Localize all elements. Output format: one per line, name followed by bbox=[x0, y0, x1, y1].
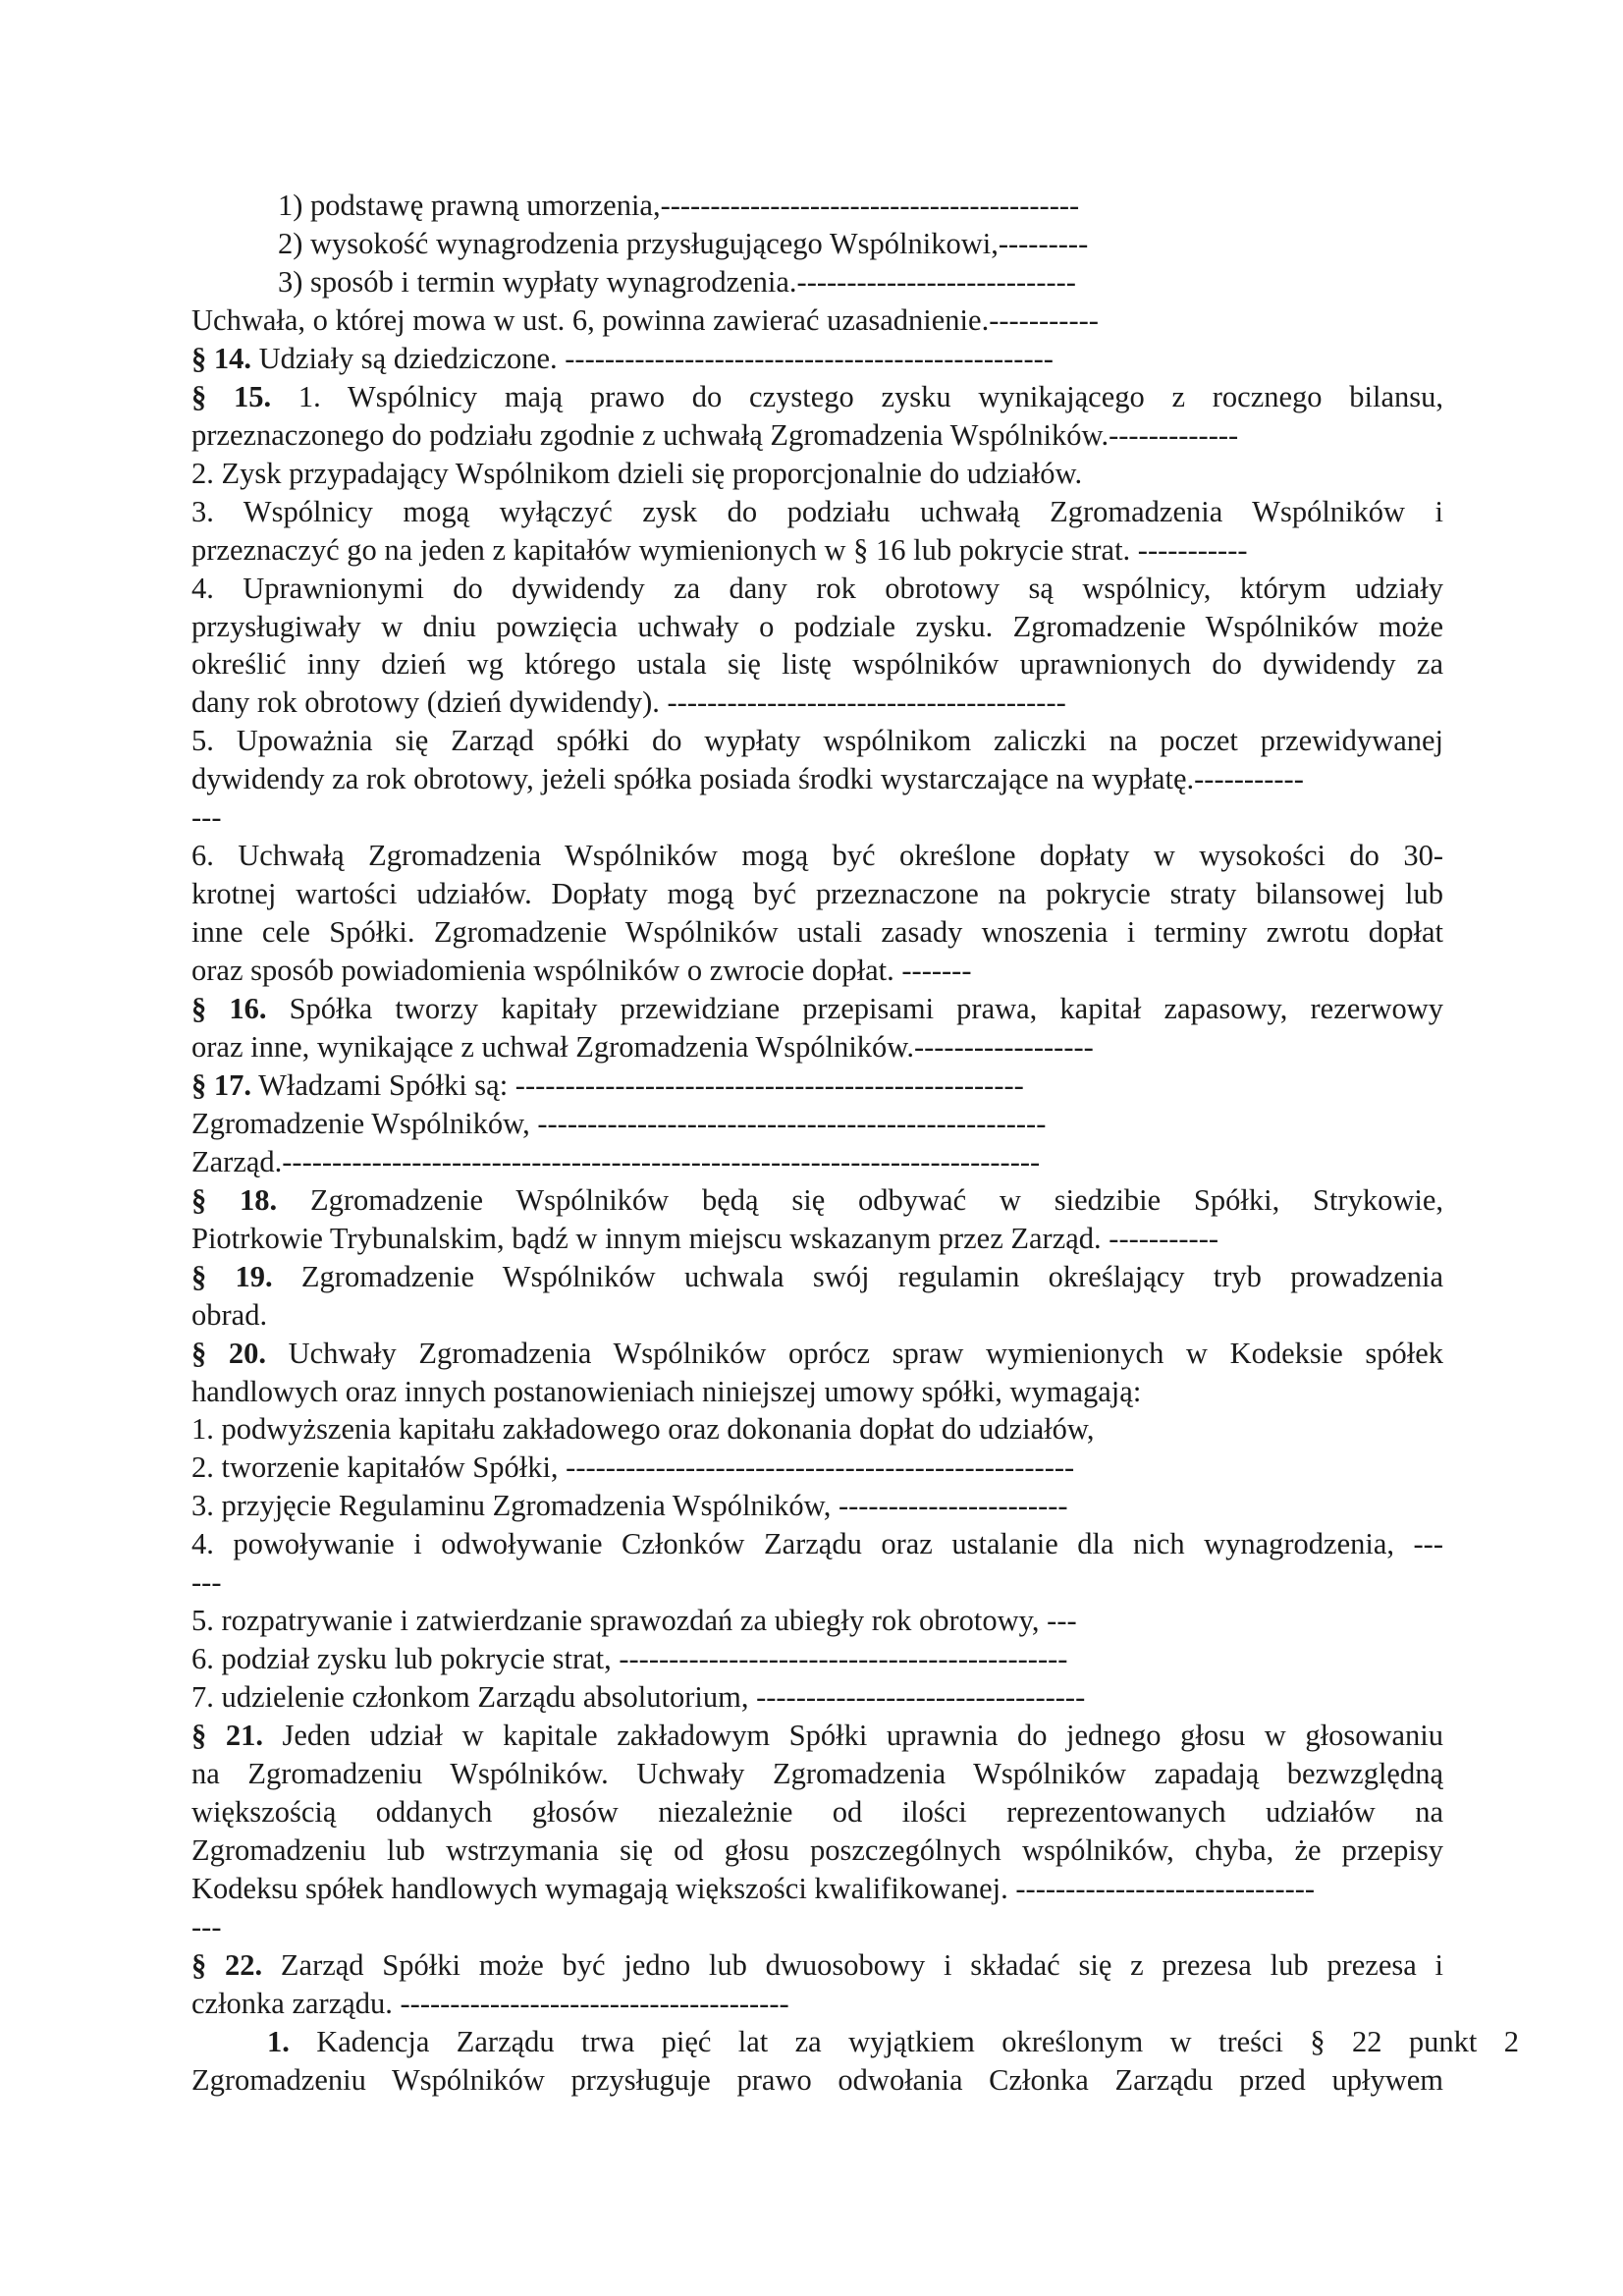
line-text: Zgromadzenie Wspólników, --------------------------------------------------- bbox=[191, 1106, 1047, 1140]
text-line bbox=[191, 1678, 1443, 1716]
text-line bbox=[191, 1602, 1443, 1639]
text-line bbox=[191, 798, 1443, 836]
line-text: przeznaczonego do podziału zgodnie z uchwałą Zgromadzenia Wspólników.------------- bbox=[191, 417, 1239, 452]
line-text: inne cele Spółki. Zgromadzenie Wspólników ustali zasady wnoszenia i terminy zwrotu dopłat bbox=[191, 915, 1443, 950]
line-text: oraz sposób powiadomienia wspólników o zwrocie dopłat. ------- bbox=[191, 954, 972, 987]
line-text: członka zarządu. --------------------------------------- bbox=[191, 1986, 789, 2020]
line-text: 2) wysokość wynagrodzenia przysługującego Wspólnikowi,--------- bbox=[278, 226, 1089, 260]
text-line bbox=[191, 1717, 1443, 1754]
line-text: oraz inne, wynikające z uchwał Zgromadzenia Wspólników.------------------ bbox=[191, 1029, 1094, 1064]
section-number: § 20. bbox=[191, 1336, 266, 1370]
text-line bbox=[191, 1525, 1443, 1562]
line-text: 5. Upoważnia się Zarząd spółki do wypłaty wspólnikom zaliczki na poczet przewidywanej bbox=[191, 724, 1443, 758]
line-text: określić inny dzień wg którego ustala się listę wspólników uprawnionych do dywidendy za bbox=[191, 647, 1443, 682]
text-line bbox=[191, 340, 1443, 377]
line-text: obrad. bbox=[191, 1297, 268, 1332]
section-number: § 14. bbox=[191, 341, 251, 375]
text-line bbox=[191, 1487, 1443, 1524]
line-text: Zgromadzeniu Wspólników przysługuje prawo odwołania Członka Zarządu przed upływem bbox=[191, 2062, 1443, 2097]
line-text: Spółka tworzy kapitały przewidziane przepisami prawa, kapitał zapasowy, rezerwowy bbox=[266, 992, 1443, 1025]
text-line bbox=[191, 570, 1443, 607]
section-number: § 18. bbox=[191, 1182, 278, 1217]
text-line bbox=[191, 1908, 1443, 1945]
line-text: Piotrkowie Trybunalskim, bądź w innym miejscu wskazanym przez Zarząd. ----------- bbox=[191, 1221, 1219, 1255]
section-number: § 15. bbox=[191, 379, 272, 413]
line-text: 3. Wspólnicy mogą wyłączyć zysk do podziału uchwałą Zgromadzenia Wspólników i bbox=[191, 494, 1443, 528]
text-line bbox=[191, 301, 1443, 339]
line-text: 7. udzielenie członkom Zarządu absolutorium, --------------------------------- bbox=[191, 1680, 1086, 1715]
line-text: Zgromadzenie Wspólników uchwala swój regulamin określający tryb prowadzenia bbox=[272, 1259, 1443, 1293]
text-line bbox=[191, 760, 1443, 797]
line-text: Udziały są dziedziczone. ------------------------------------------------- bbox=[251, 341, 1054, 375]
text-line bbox=[191, 722, 1443, 759]
line-text: Zgromadzenie Wspólników będą się odbywać w siedzibie Spółki, Strykowie, bbox=[277, 1182, 1443, 1217]
line-text: 6. podział zysku lub pokrycie strat, --------------------------------------------- bbox=[191, 1642, 1068, 1676]
text-line bbox=[191, 837, 1443, 874]
text-line bbox=[191, 1449, 1443, 1486]
line-text: Kadencja Zarządu trwa pięć lat za wyjątkiem określonym w treści § 22 punkt 2 bbox=[289, 2024, 1519, 2058]
text-line bbox=[191, 645, 1443, 683]
line-text: przeznaczyć go na jeden z kapitałów wymienionych w § 16 lub pokrycie strat. ----------- bbox=[191, 532, 1248, 567]
line-text: dany rok obrotowy (dzień dywidendy). ---------------------------------------- bbox=[191, 685, 1066, 720]
line-text: 3. przyjęcie Regulaminu Zgromadzenia Wspólników, ----------------------- bbox=[191, 1489, 1068, 1523]
text-line bbox=[191, 1755, 1443, 1792]
text-line bbox=[191, 1373, 1443, 1410]
text-line bbox=[191, 1220, 1443, 1257]
text-line bbox=[191, 1831, 1443, 1869]
line-text: krotnej wartości udziałów. Dopłaty mogą być przeznaczone na pokrycie straty bilansowej lub bbox=[191, 877, 1443, 911]
line-text: Władzami Spółki są: --------------------------------------------------- bbox=[251, 1067, 1024, 1102]
section-number: § 17. bbox=[191, 1067, 251, 1102]
line-text: większością oddanych głosów niezależnie od ilości reprezentowanych udziałów na bbox=[191, 1794, 1443, 1829]
text-line bbox=[191, 913, 1443, 951]
text-line bbox=[191, 493, 1443, 530]
text-line bbox=[191, 875, 1443, 912]
text-line bbox=[191, 2061, 1443, 2099]
line-text: 4. powoływanie i odwoływanie Członków Zarządu oraz ustalanie dla nich wynagrodzenia, --- bbox=[191, 1527, 1443, 1561]
text-line bbox=[191, 1985, 1443, 2022]
line-text: Zgromadzeniu lub wstrzymania się od głosu poszczególnych wspólników, chyba, że przepisy bbox=[191, 1832, 1443, 1867]
text-line bbox=[191, 378, 1443, 415]
text-line bbox=[191, 1410, 1443, 1448]
text-line bbox=[191, 1258, 1443, 1295]
text-line bbox=[191, 1870, 1443, 1907]
line-text: Jeden udział w kapitale zakładowym Spółki uprawnia do jednego głosu w głosowaniu bbox=[262, 1719, 1443, 1752]
text-line bbox=[267, 2023, 1519, 2060]
text-line bbox=[191, 1946, 1443, 1984]
section-number: § 16. bbox=[191, 992, 267, 1025]
line-text: 1. podwyższenia kapitału zakładowego oraz dokonania dopłat do udziałów, bbox=[191, 1412, 1095, 1447]
text-line bbox=[191, 455, 1443, 492]
line-text: --- bbox=[191, 800, 222, 835]
text-line bbox=[278, 263, 1530, 301]
line-text: 2. Zysk przypadający Wspólnikom dzieli się proporcjonalnie do udziałów. bbox=[191, 456, 1083, 490]
line-text: Uchwała, o której mowa w ust. 6, powinna zawierać uzasadnienie.----------- bbox=[191, 302, 1099, 337]
line-text: --- bbox=[191, 1565, 222, 1600]
section-number: 1. bbox=[267, 2024, 290, 2058]
text-line bbox=[191, 531, 1443, 569]
line-text: 5. rozpatrywanie i zatwierdzanie sprawozdań za ubiegły rok obrotowy, --- bbox=[191, 1604, 1077, 1638]
line-text: 6. Uchwałą Zgromadzenia Wspólników mogą być określone dopłaty w wysokości do 30- bbox=[191, 839, 1443, 873]
section-number: § 21. bbox=[191, 1719, 263, 1752]
text-line bbox=[191, 683, 1443, 721]
line-text: 2. tworzenie kapitałów Spółki, --------------------------------------------------- bbox=[191, 1450, 1075, 1485]
text-line bbox=[191, 1181, 1443, 1219]
line-text: --- bbox=[191, 1909, 222, 1943]
line-text: na Zgromadzeniu Wspólników. Uchwały Zgromadzenia Wspólników zapadają bezwzględną bbox=[191, 1757, 1443, 1790]
text-line bbox=[191, 1105, 1443, 1142]
text-line bbox=[191, 952, 1443, 989]
line-text: 1. Wspólnicy mają prawo do czystego zysku wynikającego z rocznego bilansu, bbox=[271, 379, 1443, 413]
line-text: Uchwały Zgromadzenia Wspólników oprócz spraw wymienionych w Kodeksie spółek bbox=[266, 1336, 1443, 1370]
section-number: § 22. bbox=[191, 1947, 263, 1982]
text-line bbox=[191, 1066, 1443, 1104]
line-text: Zarząd Spółki może być jedno lub dwuosobowy i składać się z prezesa lub prezesa i bbox=[262, 1947, 1443, 1982]
text-line bbox=[278, 225, 1530, 262]
text-line bbox=[191, 1793, 1443, 1831]
text-line bbox=[191, 608, 1443, 645]
line-text: 4. Uprawnionymi do dywidendy za dany rok obrotowy są wspólnicy, którym udziały bbox=[191, 571, 1443, 605]
line-text: 1) podstawę prawną umorzenia,------------------------------------------ bbox=[278, 189, 1080, 222]
text-line bbox=[191, 1028, 1443, 1066]
text-line bbox=[191, 1640, 1443, 1677]
line-text: 3) sposób i termin wypłaty wynagrodzenia.---------------------------- bbox=[278, 264, 1076, 299]
line-text: przysługiwały w dniu powzięcia uchwały o podziale zysku. Zgromadzenie Wspólników może bbox=[191, 609, 1443, 643]
text-line bbox=[191, 1143, 1443, 1180]
text-line bbox=[191, 1296, 1443, 1334]
line-text: handlowych oraz innych postanowieniach niniejszej umowy spółki, wymagają: bbox=[191, 1374, 1142, 1408]
line-text: dywidendy za rok obrotowy, jeżeli spółka posiada środki wystarczające na wypłatę.----------- bbox=[191, 762, 1304, 796]
text-line bbox=[191, 416, 1443, 454]
text-line bbox=[191, 990, 1443, 1027]
section-number: § 19. bbox=[191, 1259, 273, 1293]
text-line bbox=[278, 187, 1530, 224]
line-text: Kodeksu spółek handlowych wymagają większości kwalifikowanej. ------------------------------ bbox=[191, 1871, 1316, 1905]
text-line bbox=[191, 1335, 1443, 1372]
line-text: Zarząd.---------------------------------------------------------------------------- bbox=[191, 1144, 1041, 1178]
text-line bbox=[191, 1563, 1443, 1601]
